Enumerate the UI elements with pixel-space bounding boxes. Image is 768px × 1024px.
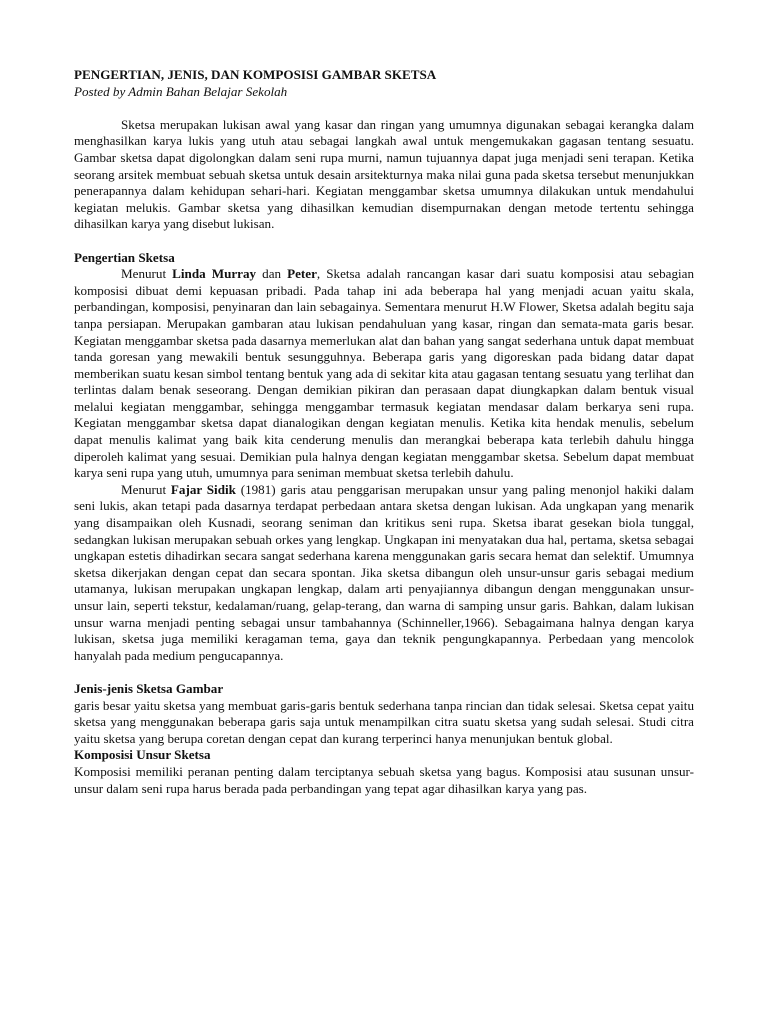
author-name: Linda Murray [172,266,257,282]
author-name: Peter [287,266,317,282]
intro-paragraph: Sketsa merupakan lukisan awal yang kasar dan ringan yang umumnya digunakan sebagai kerangka dalam menghasilkan karya lukis yang utuh atau sebagai langkah awal untuk mengemukakan gagasan tentang sesuatu. Gambar sketsa dapat digolongkan dalam seni rupa murni, namun tujuannya dapat juga menjadi seni terapan. Ketika seorang arsitek membuat sebuah sketsa untuk desain arsitekturnya maka nilai guna pada sketsa tersebut menunjukkan penerapannya dalam kehidupan sehari-hari. Kegiatan menggambar sketsa umumnya dilakukan untuk mendahului kegiatan melukis. Gambar sketsa yang dihasilkan kemudian disempurnakan dengan metode tertentu sehingga dihasilkan karya yang disebut lukisan. [74,116,694,232]
pengertian-paragraph-1 [74,266,694,482]
byline: Posted by Admin Bahan Belajar Sekolah [74,83,288,99]
text-run: (1981) garis atau penggarisan merupakan unsur yang paling menonjol hakiki dalam seni lukis, akan tetapi pada dasarnya terdapat perbedaan antara sketsa dengan lukisan. Ada ungkapan yang menarik yang disampaikan oleh Kusnadi, seorang seniman dan kritikus seni rupa. Sketsa ibarat gesekan biola tunggal, sedangkan lukisan merupakan sebuah orkes yang lengkap. Ungkapan ini menyatakan dua hal, pertama, sketsa sebagai ungkapan estetis dihadirkan secara sangat sederhana karena menggunakan garis secara hemat dan selektif. Umumnya sketsa dikerjakan dengan cepat dan secara spontan. Jika sketsa dibangun oleh unsur-unsur garis sebagai medium utamanya, lukisan merupakan ungkapan lengkap, dalam arti penyajiannya dibangun dengan menggunakan unsur-unsur lain, seperti tekstur, kedalaman/ruang, gelap-terang, dan warna di samping unsur garis. Bahkan, dalam lukisan unsur warna menjadi penting sebagai unsur tambahannya (Schinneller,1966). Sebagaimana halnya dengan karya lukisan, sketsa juga memiliki keragaman tema, gaya dan teknik pengungkapannya. Perbedaan yang mencolok hanyalah pada medium pengucapannya. [74,481,694,663]
komposisi-paragraph: Komposisi memiliki peranan penting dalam terciptanya sebuah sketsa yang bagus. Komposisi atau susunan unsur-unsur dalam seni rupa harus berada pada perbandingan yang tepat agar dihasilkan karya yang pas. [74,763,694,796]
text-run: Menurut [121,481,171,497]
text-run: Menurut [121,266,173,282]
document-page [74,67,694,797]
section-heading-komposisi: Komposisi Unsur Sketsa [74,747,211,763]
pengertian-paragraph-2 [74,482,694,665]
spacer [74,233,694,250]
section-heading-pengertian: Pengertian Sketsa [74,249,175,265]
text-run: dan [256,266,288,282]
jenis-paragraph: garis besar yaitu sketsa yang membuat garis-garis bentuk sederhana tanpa rincian dan tidak selesai. Sketsa cepat yaitu sketsa yang menggunakan beberapa garis saja untuk menampilkan citra suatu sketsa yang sudah selesai. Studi citra yaitu sketsa yang berupa coretan dengan cepat dan kurang terperinci hanya menunjukan bentuk global. [74,697,694,746]
page-title: PENGERTIAN, JENIS, DAN KOMPOSISI GAMBAR SKETSA [74,67,437,82]
spacer [74,664,694,681]
author-name: Fajar Sidik [170,481,236,497]
text-run: , Sketsa adalah rancangan kasar dari suatu komposisi atau sebagian komposisi dibuat demi kepuasan pribadi. Pada tahap ini ada beberapa hal yang menjadi acuan yaitu skala, perbandingan, komposisi, penyinaran dan lain sebagainya. Sementara menurut H.W Flower, Sketsa adalah begitu saja tanpa persiapan. Merupakan gambaran atau lukisan pendahuluan yang kasar, ringan dan semata-mata garis besar. Kegiatan menggambar sketsa pada dasarnya memerlukan alat dan bahan yang sangat sederhana untuk dapat membuat tanda goresan yang mewakili bentuk sesungguhnya. Beberapa garis yang digoreskan pada bidang datar dapat memberikan suatu kesan simbol tentang bentuk yang ada di sekitar kita atau gagasan tentang sesuatu yang terlihat dan terlintas dalam benak seseorang. Dengan demikian pikiran dan perasaan dapat diungkapkan dalam bentuk visual melalui kegiatan menggambar, sehingga menggambar termasuk kegiatan mendasar dalam berkarya seni rupa. Kegiatan menggambar sketsa dapat dianalogikan dengan kegiatan menulis. Ketika kita hendak menulis, sebelum dapat menulis kalimat yang baik kita cenderung menulis dan merangkai beberapa kata terlebih dahulu hingga diperoleh kalimat yang sesuai. Demikian pula halnya dengan kegiatan menggambar sketsa. Sebelum dapat membuat karya seni rupa yang utuh, umumnya para seniman membuat sketsa terlebih dahulu. [74,266,694,481]
section-heading-jenis: Jenis-jenis Sketsa Gambar [74,680,224,696]
